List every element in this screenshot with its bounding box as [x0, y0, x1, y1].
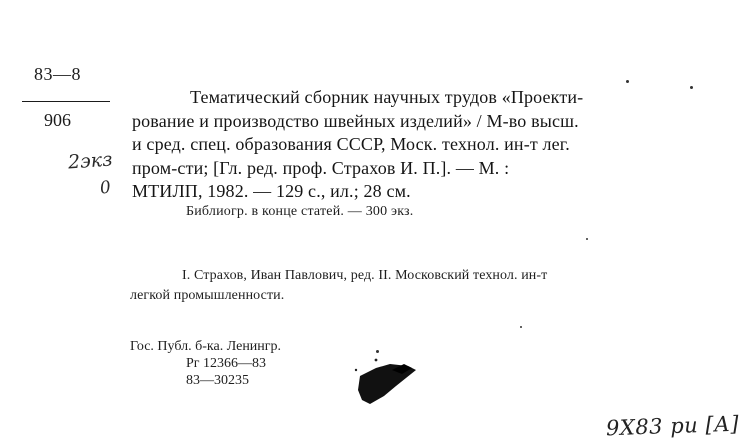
handwritten-bottom-note: 9Х83 ри [А] [605, 411, 740, 441]
handwritten-copies-note: 2экз [67, 148, 114, 174]
entry-line: пром-сти; [Гл. ред. проф. Страхов И. П.]. — М. : [132, 157, 510, 178]
entry-line: и сред. спец. образования СССР, Моск. технол. ин-т лег. [132, 134, 570, 154]
entry-line: Тематический сборник научных трудов «Проекти- [190, 87, 584, 107]
tracing-line: I. Страхов, Иван Павлович, ред. II. Московский технол. ин-т [182, 268, 548, 283]
library-name: Гос. Публ. б-ка. Ленингр. [130, 339, 282, 354]
entry-line: рование и производство швейных изделий» / М-во высш. [132, 110, 579, 131]
call-number-bottom: 906 [44, 110, 71, 130]
ink-stamp-mark [346, 356, 422, 408]
entry-line: МТИЛП, 1982. — 129 с., ил.; 28 см. [132, 181, 411, 201]
call-number-top: 83—8 [34, 64, 81, 84]
tracing-line: легкой промышленности. [130, 288, 285, 303]
call-number-divider [22, 101, 110, 102]
paper-speck [586, 238, 588, 240]
bibliographic-entry [132, 86, 720, 204]
tracing-block [130, 266, 720, 306]
bibliography-note: Библиогр. в конце статей. — 300 экз. [186, 204, 414, 219]
library-number: 83—30235 [186, 373, 249, 388]
paper-speck [626, 80, 629, 83]
library-record: Рг 12366—83 [186, 356, 267, 371]
handwritten-mark: 0 [98, 177, 113, 199]
paper-speck [520, 326, 522, 328]
library-block [130, 338, 281, 389]
paper-speck [690, 86, 693, 89]
paper-speck [376, 350, 379, 353]
